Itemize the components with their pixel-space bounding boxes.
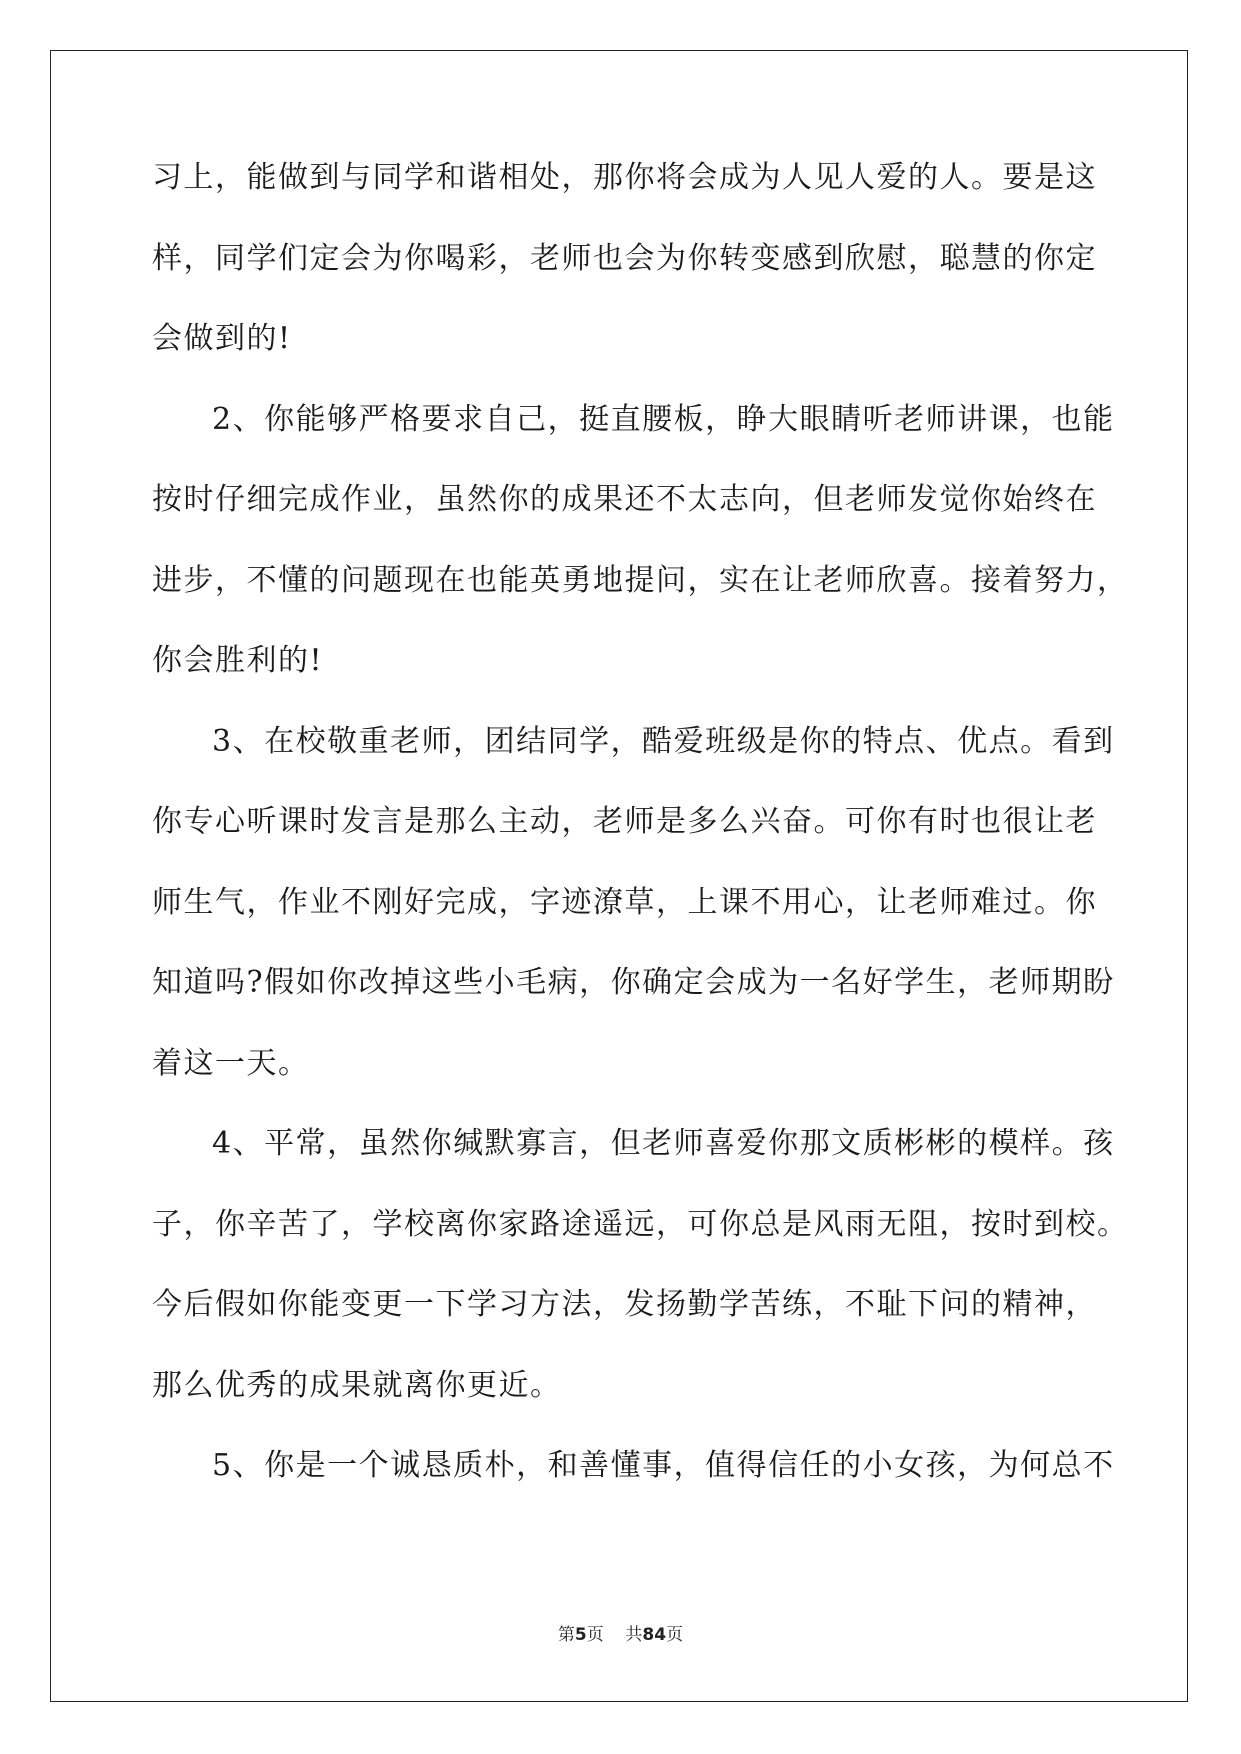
paragraph-start-line: 3、在校敬重老师，团结同学，酷爱班级是你的特点、优点。看到	[212, 723, 1115, 759]
text-line: 着这一天。	[152, 1045, 310, 1081]
paragraph-start-line: 4、平常，虽然你缄默寡言，但老师喜爱你那文质彬彬的模样。孩	[212, 1126, 1115, 1161]
paragraph-start-line: 2、你能够严格要求自己，挺直腰板，睁大眼睛听老师讲课，也能	[212, 401, 1115, 437]
footer-prefix: 第	[557, 1625, 575, 1645]
page-footer	[0, 1620, 1241, 1645]
paragraph-start-line: 5、你是一个诚恳质朴，和善懂事，值得信任的小女孩，为何总不	[212, 1448, 1115, 1483]
text-line: 你专心听课时发言是那么主动，老师是多么兴奋。可你有时也很让老	[152, 804, 1097, 839]
text-line: 师生气，作业不刚好完成，字迹潦草，上课不用心，让老师难过。你	[152, 884, 1097, 920]
text-line: 那么优秀的成果就离你更近。	[152, 1367, 562, 1403]
footer-total-suffix: 页	[666, 1625, 684, 1645]
document-body	[152, 160, 1129, 1529]
footer-total-prefix: 共	[625, 1625, 643, 1645]
footer-page-suffix: 页	[586, 1625, 604, 1645]
text-line: 知道吗?假如你改掉这些小毛病，你确定会成为一名好学生，老师期盼	[152, 965, 1115, 1000]
text-line: 按时仔细完成作业，虽然你的成果还不太志向，但老师发觉你始终在	[152, 482, 1097, 517]
text-line: 今后假如你能变更一下学习方法，发扬勤学苦练，不耻下问的精神，	[152, 1287, 1097, 1322]
text-line: 习上，能做到与同学和谐相处，那你将会成为人见人爱的人。要是这	[152, 160, 1097, 195]
current-page-number: 5	[574, 1625, 587, 1645]
text-line: 样，同学们定会为你喝彩，老师也会为你转变感到欣慰，聪慧的你定	[152, 240, 1097, 276]
text-line: 你会胜利的!	[152, 643, 324, 678]
total-page-count: 84	[642, 1625, 667, 1645]
text-line: 进步，不懂的问题现在也能英勇地提问，实在让老师欣喜。接着努力，	[152, 562, 1129, 598]
text-line: 子，你辛苦了，学校离你家路途遥远，可你总是风雨无阻，按时到校。	[152, 1206, 1129, 1242]
text-line: 会做到的!	[152, 321, 292, 356]
